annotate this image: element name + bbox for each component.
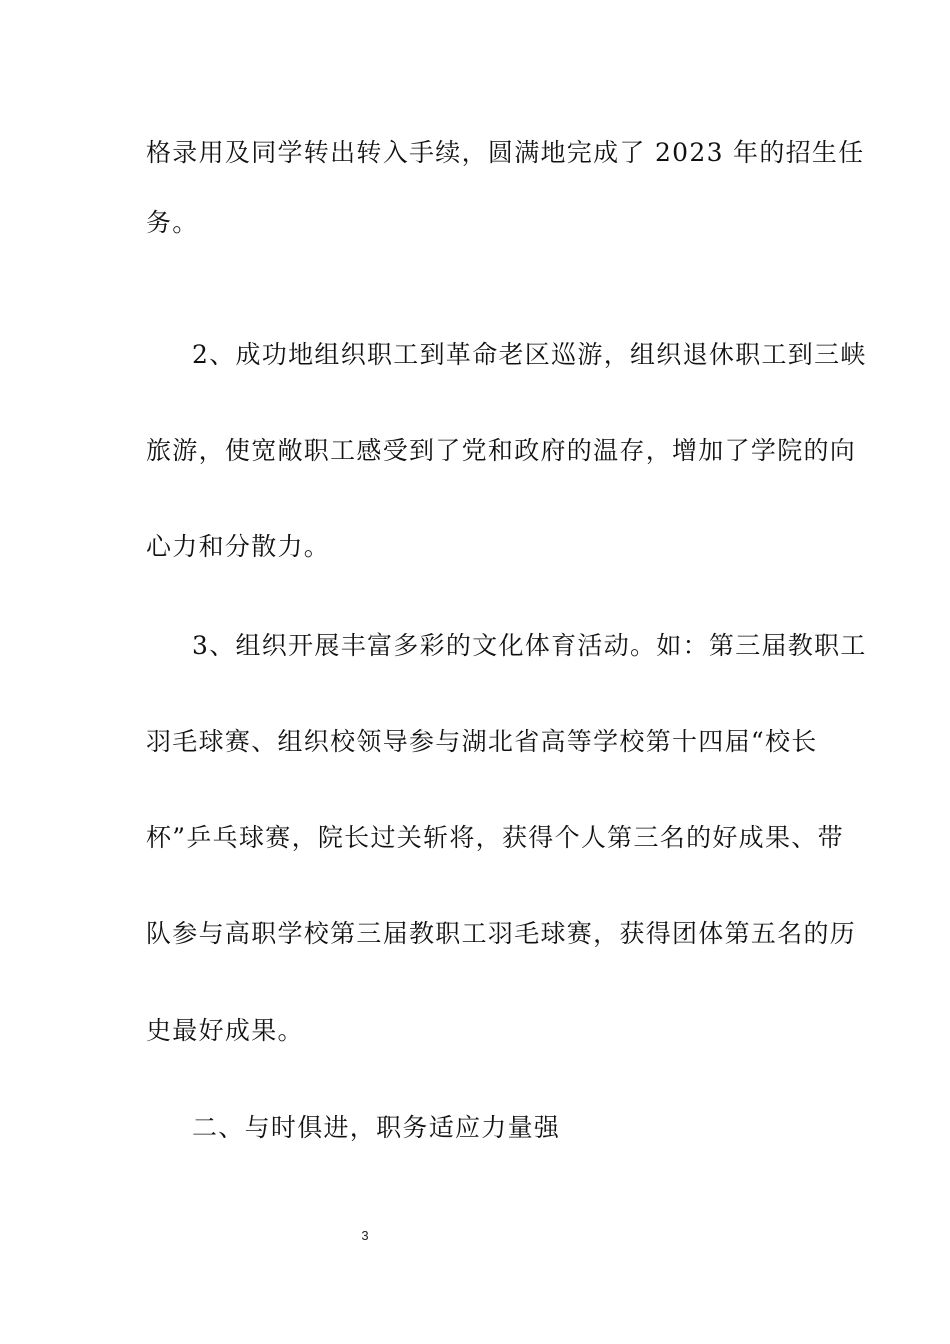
- paragraph-1-line-2: 务。: [146, 208, 199, 237]
- paragraph-3-line-2: 羽毛球赛、组织校领导参与湖北省高等学校第十四届“校长: [146, 727, 818, 756]
- paragraph-2-line-3: 心力和分散力。: [146, 532, 331, 561]
- section-heading: 二、与时俱进，职务适应力量强: [192, 1113, 561, 1142]
- paragraph-3-line-1: 3、组织开展丰富多彩的文化体育活动。如：第三届教职工: [192, 631, 867, 660]
- paragraph-2-line-1: 2、成功地组织职工到革命老区巡游，组织退休职工到三峡: [192, 340, 867, 369]
- paragraph-3-line-4: 队参与高职学校第三届教职工羽毛球赛，获得团体第五名的历: [146, 919, 857, 948]
- paragraph-1-line-1: 格录用及同学转出转入手续，圆满地完成了 2023 年的招生任: [146, 138, 865, 167]
- paragraph-3-line-5: 史最好成果。: [146, 1016, 304, 1045]
- paragraph-2-line-2: 旅游，使宽敞职工感受到了党和政府的温存，增加了学院的向: [146, 436, 857, 465]
- paragraph-3-line-3: 杯”乒乓球赛，院长过关斩将，获得个人第三名的好成果、带: [146, 823, 844, 852]
- page-number: 3: [361, 1228, 369, 1243]
